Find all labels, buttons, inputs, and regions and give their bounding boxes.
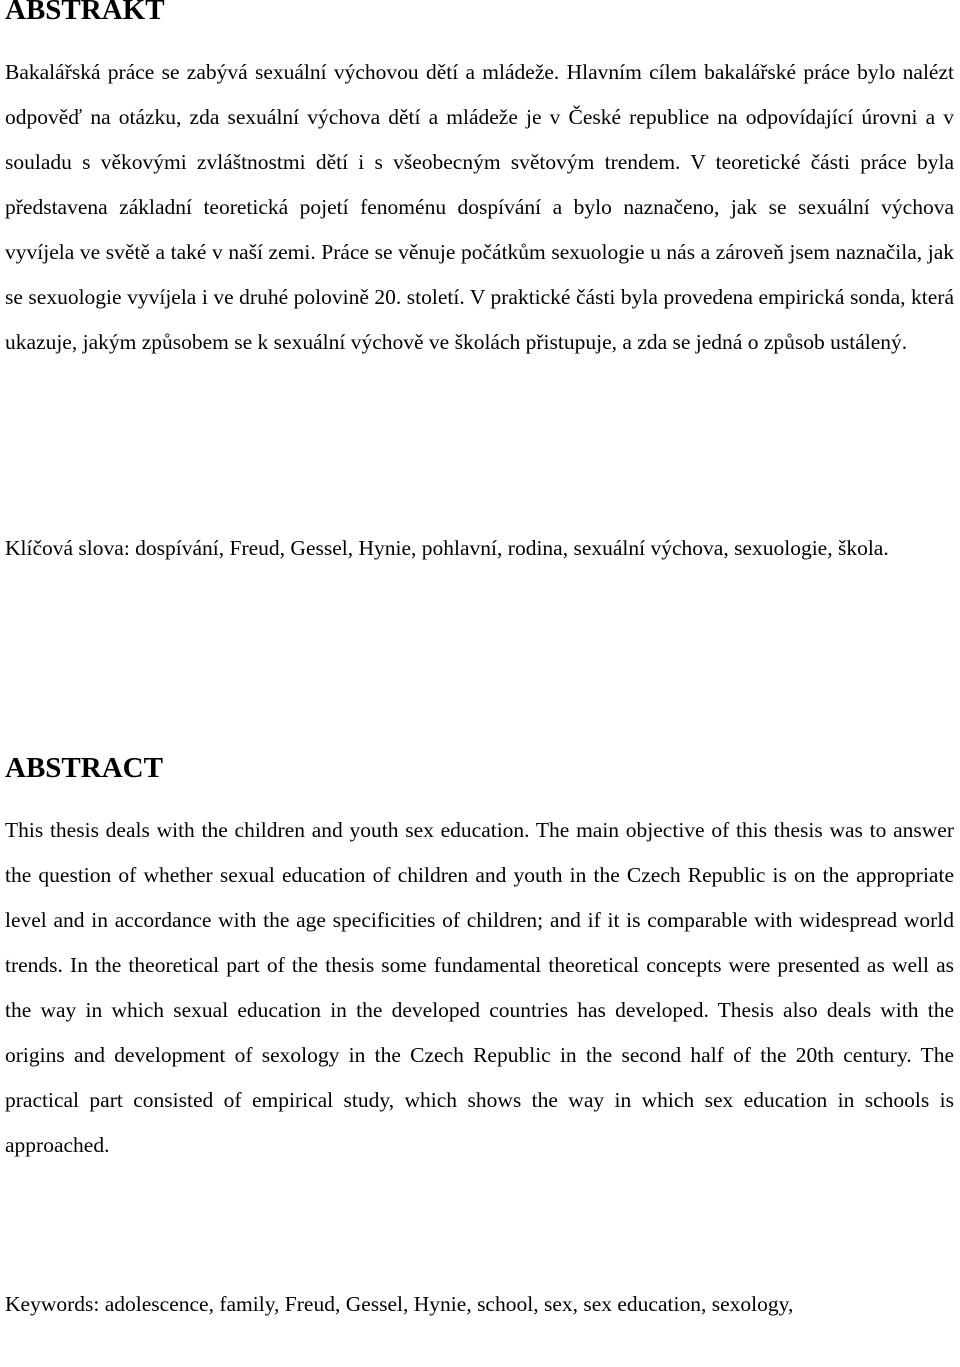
english-abstract-paragraph: This thesis deals with the children and youth sex education. The main objective of this thesis was to answer the question of whether sexual education of children and youth in the Czech Republic is on the appropriate level and in accordance with the age specificities of children; and if it is comparable with widespread world trends. In the theoretical part of the thesis some fundamental theoretical concepts were presented as well as the way in which sexual education in the developed countries has developed. Thesis also deals with the origins and development of sexology in the Czech Republic in the second half of the 20th century. The practical part consisted of empirical study, which shows the way in which sex education in schools is approached. bbox=[5, 818, 954, 1157]
czech-keywords-paragraph: Klíčová slova: dospívání, Freud, Gessel, Hynie, pohlavní, rodina, sexuální výchova, sexuologie, škola. bbox=[5, 536, 889, 560]
english-abstract-heading: ABSTRACT bbox=[5, 752, 163, 784]
czech-abstract-paragraph: Bakalářská práce se zabývá sexuální výchovou dětí a mládeže. Hlavním cílem bakalářské práce bylo nalézt odpověď na otázku, zda sexuální výchova dětí a mládeže je v České republice na odpovídající úrovni a v souladu s věkovými zvláštnostmi dětí i s všeobecným světovým trendem. V teoretické části práce byla představena základní teoretická pojetí fenoménu dospívání a bylo naznačeno, jak se sexuální výchova vyvíjela ve světě a také v naší zemi. Práce se věnuje počátkům sexuologie u nás a zároveň jsem naznačila, jak se sexuologie vyvíjela i ve druhé polovině 20. století. V praktické části byla provedena empirická sonda, která ukazuje, jakým způsobem se k sexuální výchově ve školách přistupuje, a zda se jedná o způsob ustálený. bbox=[5, 60, 954, 354]
czech-abstract-heading: ABSTRAKT bbox=[5, 0, 165, 26]
english-keywords-paragraph: Keywords: adolescence, family, Freud, Gessel, Hynie, school, sex, sex education, sexology, bbox=[5, 1292, 794, 1316]
